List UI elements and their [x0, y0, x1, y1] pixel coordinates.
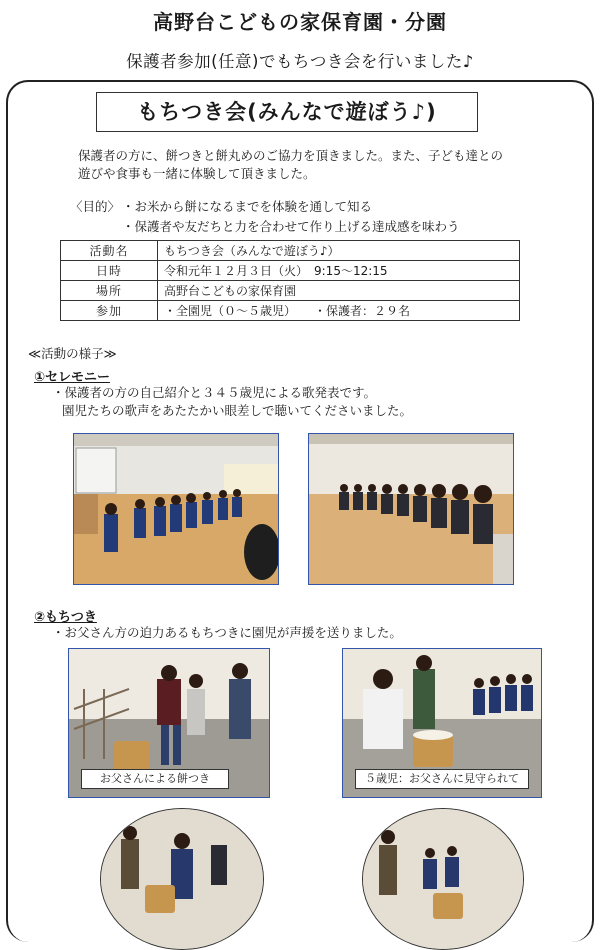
table-row [61, 281, 520, 301]
ceremony-children-image [74, 434, 278, 584]
section-2-title: ②もちつき [34, 610, 97, 625]
section-2-line-1: ・お父さん方の迫力あるもちつきに園児が声援を送りました。 [52, 625, 402, 640]
mochi-photo-right [342, 648, 542, 798]
table-key: 日時 [61, 261, 158, 281]
table-row [61, 241, 520, 261]
ceremony-parents-image [309, 434, 513, 584]
page-title: 高野台こどもの家保育園・分園 [153, 10, 447, 34]
activity-label: ≪活動の様子≫ [28, 346, 117, 361]
table-key: 場所 [61, 281, 158, 301]
section-1-line-2: 園児たちの歌声をあたたかい眼差しで聴いてくださいました。 [62, 403, 413, 418]
purpose-item-2: ・保護者や友だちと力を合わせて作り上げる達成感を味わう [122, 219, 460, 234]
table-row [61, 261, 520, 281]
table-value: 令和元年１２月３日（火） 9:15～12:15 [158, 261, 520, 281]
intro-line-1: 保護者の方に、餅つきと餅丸めのご協力を頂きました。また、子ども達との [78, 148, 504, 163]
table-value: 高野台こどもの家保育園 [158, 281, 520, 301]
ceremony-photo-parents [308, 433, 514, 585]
purpose-label: 〈目的〉 [70, 199, 121, 214]
section-1-line-1: ・保護者の方の自己紹介と３４５歳児による歌発表です。 [52, 385, 377, 400]
event-heading: もちつき会(みんなで遊ぼう♪) [96, 92, 478, 132]
table-key: 活動名 [61, 241, 158, 261]
caption-right: ５歳児：お父さんに見守られて [355, 769, 529, 789]
intro-text [78, 147, 578, 183]
table-value: ・全園児（０～５歳児） ・保護者：２９名 [158, 301, 520, 321]
intro-line-2: 遊びや食事も一緒に体験して頂きました。 [78, 166, 316, 181]
oval-mochi-image-left [101, 809, 263, 949]
oval-photo-left [100, 808, 264, 950]
table-key: 参加 [61, 301, 158, 321]
oval-mochi-image-right [363, 809, 523, 949]
table-row [61, 301, 520, 321]
purpose-item-1: ・お米から餅になるまでを体験を通して知る [122, 199, 373, 214]
ceremony-photo-children [73, 433, 279, 585]
oval-photo-right [362, 808, 524, 950]
section-1-title: ①セレモニー [34, 370, 111, 385]
caption-left: お父さんによる餅つき [81, 769, 229, 789]
mochi-photo-left [68, 648, 270, 798]
info-table [60, 240, 520, 321]
page-subtitle: 保護者参加(任意)でもちつき会を行いました♪ [126, 52, 474, 71]
table-value: もちつき会（みんなで遊ぼう♪） [158, 241, 520, 261]
